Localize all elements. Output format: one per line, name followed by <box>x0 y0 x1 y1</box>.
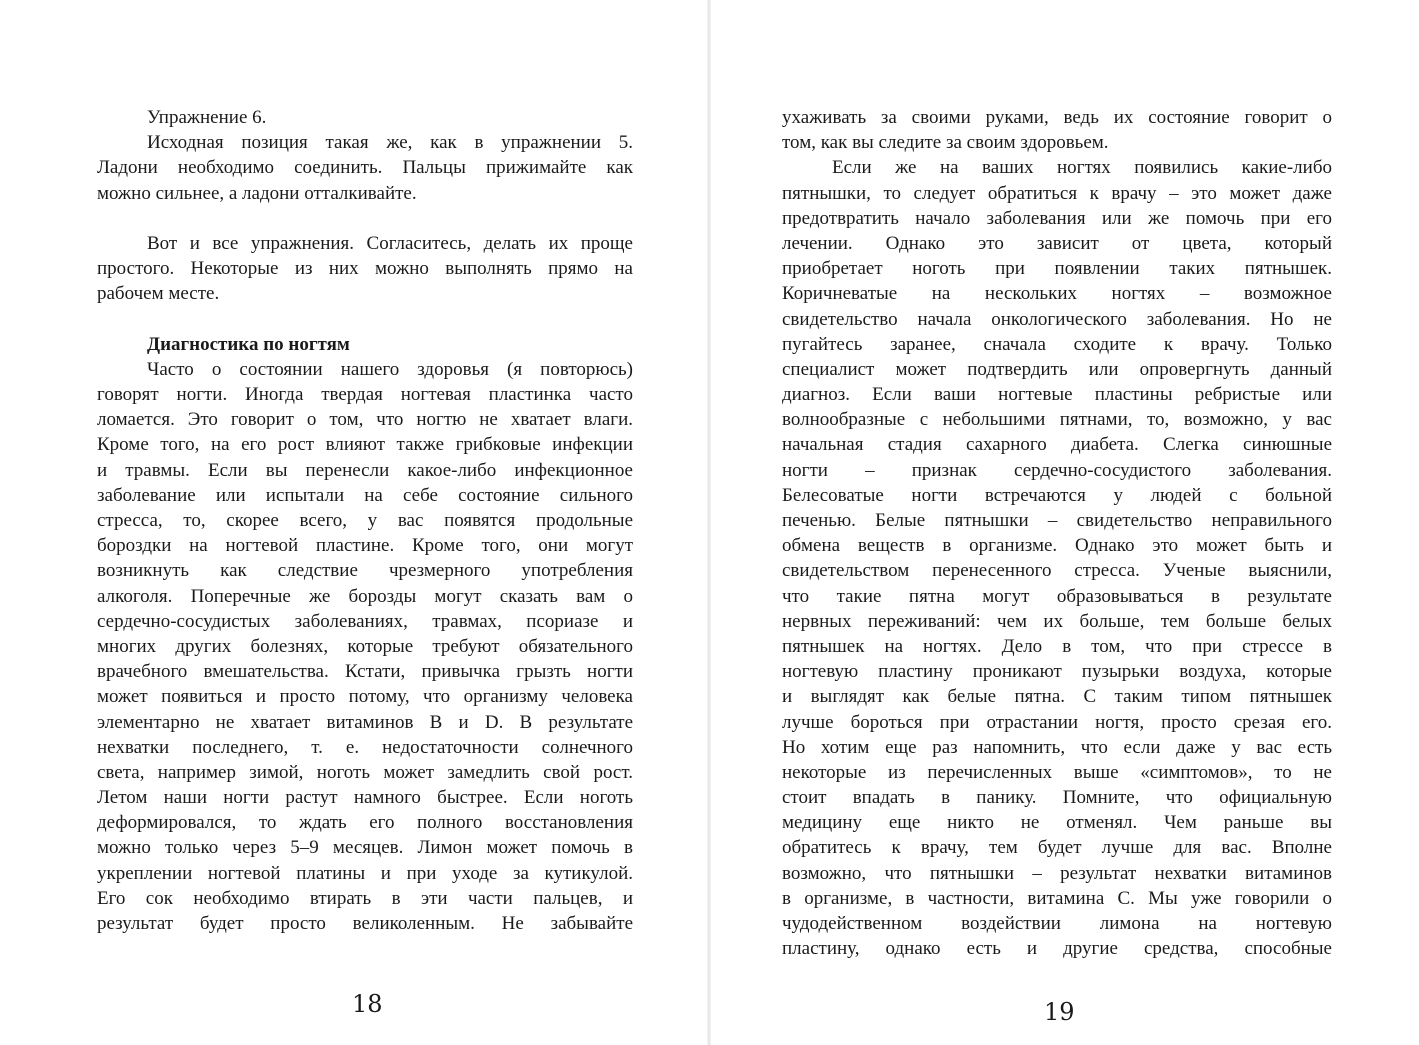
text-line: бороздки на ногтевой пластине. Кроме того, они могут <box>97 535 633 557</box>
text-line: деформировался, то ждать его полного восстановления <box>97 812 633 834</box>
left-page <box>0 0 709 1045</box>
text-line: простого. Некоторые из них можно выполнять прямо на <box>97 258 633 280</box>
text-line: Коричневатые на нескольких ногтях – возможное <box>782 283 1332 305</box>
text-line: результат будет просто великоленным. Не забывайте <box>97 913 633 934</box>
text-line: заболевание или испытали на себе состояние сильного <box>97 484 633 506</box>
text-line: укреплении ногтевой платины и при уходе за кутикулой. <box>97 862 633 884</box>
text-line: свидетельством перенесенного стресса. Ученые выяснили, <box>782 560 1332 582</box>
text-line: предотвратить начало заболевания или же помочь при его <box>782 207 1332 229</box>
text-line: Упражнение 6. <box>147 107 267 128</box>
right-page-text <box>782 105 1332 961</box>
text-line: нервных переживаний: чем их больше, тем больше белых <box>782 610 1332 632</box>
text-line: в организме, в частности, витамина С. Мы уже говорили о <box>782 887 1332 909</box>
text-line: Ладони необходимо соединить. Пальцы прижимайте как <box>97 157 633 179</box>
text-line: врачебного вмешательства. Кстати, привычка грызть ногти <box>97 661 633 683</box>
text-line: Часто о состоянии нашего здоровья (я повторюсь) <box>147 358 633 380</box>
section-heading: Диагностика по ногтям <box>147 333 350 355</box>
text-line: лучше бороться при отрастании ногтя, просто срезая его. <box>782 711 1332 733</box>
text-line: можно только через 5–9 месяцев. Лимон может помочь в <box>97 837 633 859</box>
text-line: приобретает ноготь при появлении таких пятнышек. <box>782 258 1332 280</box>
text-line: Летом наши ногти растут намного быстрее. Если ноготь <box>97 787 633 809</box>
page-number-left: 18 <box>352 990 383 1018</box>
paragraph-gap <box>97 206 633 231</box>
text-line: том, как вы следите за своим здоровьем. <box>782 132 1109 154</box>
text-line: рабочем месте. <box>97 283 220 305</box>
text-line: некоторые из перечисленных выше «симптомов», то не <box>782 761 1332 783</box>
text-line: ногтевую пластину проникают пузырьки воздуха, которые <box>782 661 1332 683</box>
text-line: Но хотим еще раз напомнить, что если даже у вас есть <box>782 736 1332 758</box>
paragraph-gap <box>97 307 633 332</box>
text-line: Исходная позиция такая же, как в упражнении 5. <box>147 132 633 154</box>
text-line: пятнышек на ногтях. Дело в том, что при стрессе в <box>782 635 1332 657</box>
text-line: пятнышки, то следует обратиться к врачу – это может даже <box>782 182 1332 204</box>
text-line: диагноз. Если ваши ногтевые пластины ребристые или <box>782 384 1332 406</box>
text-line: пластину, однако есть и другие средства, способные <box>782 938 1332 960</box>
text-line: лечении. Однако это зависит от цвета, который <box>782 232 1332 254</box>
text-line: Вот и все упражнения. Согласитесь, делать их проще <box>147 232 633 254</box>
text-line: сердечно-сосудистых заболеваниях, травмах, псориазе и <box>97 610 633 632</box>
text-line: специалист может подтвердить или опровергнуть данный <box>782 358 1332 380</box>
text-line: ногти – признак сердечно-сосудистого заболевания. <box>782 459 1332 481</box>
text-line: алкоголя. Поперечные же борозды могут сказать вам о <box>97 585 633 607</box>
text-line: стресса, то, скорее всего, у вас появятся продольные <box>97 510 633 531</box>
text-line: пугайтесь заранее, сначала сходите к врачу. Только <box>782 333 1332 355</box>
text-line: может появиться и просто потому, что организму человека <box>97 686 633 708</box>
text-line: света, например зимой, ноготь может замедлить свой рост. <box>97 761 633 783</box>
text-line: медицину еще никто не отменял. Чем раньше вы <box>782 812 1332 834</box>
text-line: многих других болезнях, которые требуют обязательного <box>97 635 633 657</box>
text-line: возможно, что пятнышки – результат нехватки витаминов <box>782 862 1332 884</box>
text-line: что такие пятна могут образовываться в результате <box>782 585 1332 607</box>
text-line: начальная стадия сахарного диабета. Слегка синюшные <box>782 434 1332 456</box>
text-line: Белесоватые ногти встречаются у людей с больной <box>782 484 1332 506</box>
text-line: волнообразные с небольшими пятнами, то, возможно, у вас <box>782 409 1332 431</box>
text-line: можно сильнее, а ладони отталкивайте. <box>97 182 417 204</box>
page-number-right: 19 <box>1044 998 1075 1026</box>
text-line: ломается. Это говорит о том, что ногтю не хватает влаги. <box>97 409 633 431</box>
text-line: печенью. Белые пятнышки – свидетельство неправильного <box>782 510 1332 531</box>
text-line: Кроме того, на его рост влияют также грибковые инфекции <box>97 434 633 456</box>
text-line: чудодейственном воздействии лимона на ногтевую <box>782 913 1332 934</box>
text-line: нехватки последнего, т. е. недостаточности солнечного <box>97 736 633 758</box>
text-line: и выглядят как белые пятна. С таким типом пятнышек <box>782 686 1332 708</box>
left-page-text <box>97 105 633 936</box>
text-line: Если же на ваших ногтях появились какие-либо <box>832 157 1332 179</box>
text-line: говорят ногти. Иногда твердая ногтевая пластинка часто <box>97 384 633 406</box>
text-line: стоит впадать в панику. Помните, что официальную <box>782 787 1332 809</box>
text-line: и травмы. Если вы перенесли какое-либо инфекционное <box>97 459 633 481</box>
right-page <box>709 0 1419 1045</box>
text-line: Его сок необходимо втирать в эти части пальцев, и <box>97 887 633 909</box>
text-line: элементарно не хватает витаминов В и D. В результате <box>97 711 633 733</box>
text-line: свидетельство начала онкологического заболевания. Но не <box>782 308 1332 330</box>
text-line: обмена веществ в организме. Однако это может быть и <box>782 535 1332 557</box>
text-line: возникнуть как следствие чрезмерного употребления <box>97 560 633 582</box>
text-line: ухаживать за своими руками, ведь их состояние говорит о <box>782 107 1332 128</box>
text-line: обратитесь к врачу, тем будет лучше для вас. Вполне <box>782 837 1332 859</box>
